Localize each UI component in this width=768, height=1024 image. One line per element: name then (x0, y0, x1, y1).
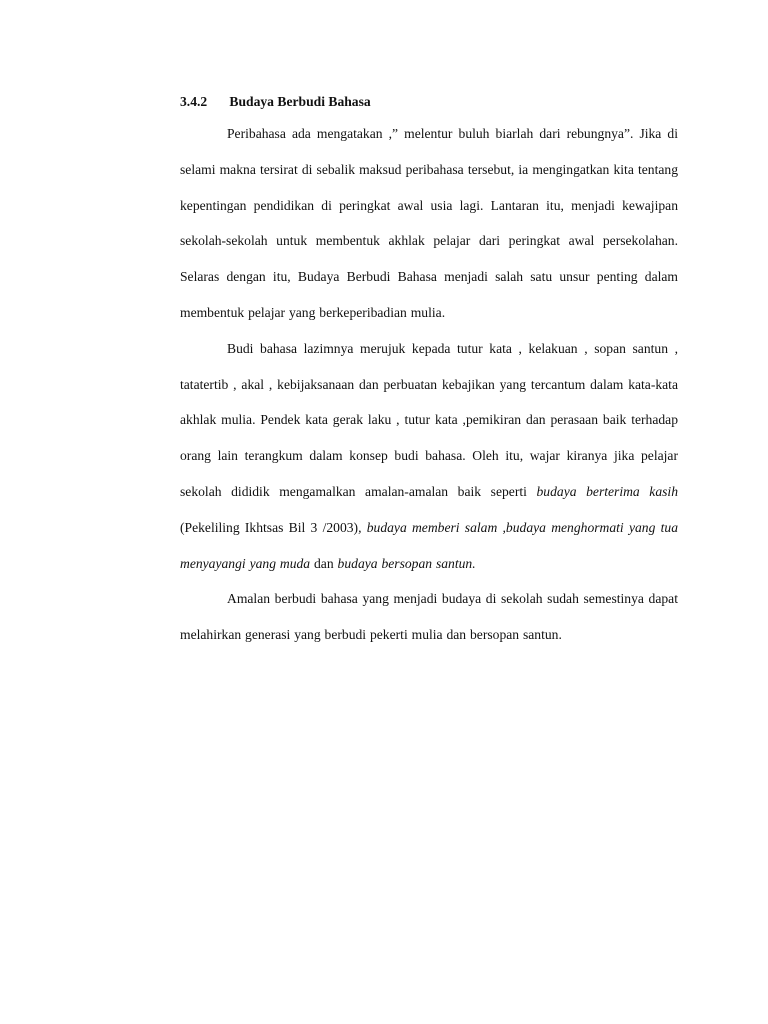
section-number: 3.4.2 (180, 94, 208, 109)
section-heading (180, 92, 678, 112)
section-title: Budaya Berbudi Bahasa (229, 94, 371, 109)
paragraph-2-connector: dan (310, 555, 338, 571)
paragraph-2-italic-term-1: budaya berterima kasih (536, 483, 679, 499)
paragraph-2-intro: Budi bahasa lazimnya merujuk kepada tutur kata , kelakuan , sopan santun , tatatertib , akal , kebijaksanaan dan perbuatan kebajikan yang tercantum dalam kata-kata akhlak mulia. Pendek kata gerak laku , tutur kata ,pemikiran dan perasaan baik terhadap orang lain terangkum dalam konsep budi bahasa. Oleh itu, wajar kiranya jika pelajar sekolah dididik mengamalkan amalan-amalan baik seperti (180, 340, 678, 499)
paragraph-1: Peribahasa ada mengatakan ,” melentur buluh biarlah dari rebungnya”. Jika di selami makna tersirat di sebalik maksud peribahasa tersebut, ia mengingatkan kita tentang kepentingan pendidikan di peringkat awal usia lagi. Lantaran itu, menjadi kewajipan sekolah-sekolah untuk membentuk akhlak pelajar dari peringkat awal persekolahan. Selaras dengan itu, Budaya Berbudi Bahasa menjadi salah satu unsur penting dalam membentuk pelajar yang berkeperibadian mulia. (180, 126, 678, 320)
paragraph-2 (180, 331, 678, 582)
paragraph-3: Amalan berbudi bahasa yang menjadi budaya di sekolah sudah semestinya dapat melahirkan generasi yang berbudi pekerti mulia dan bersopan santun. (180, 591, 678, 643)
paragraph-2-italic-term-2: , budaya memberi salam ,budaya menghormati yang tua menyayangi yang muda (180, 519, 678, 571)
paragraph-2-italic-term-3: budaya bersopan santun. (337, 555, 476, 571)
document-body (180, 92, 678, 653)
paragraph-2-citation: (Pekeliling Ikhtsas Bil 3 /2003) (180, 519, 359, 535)
